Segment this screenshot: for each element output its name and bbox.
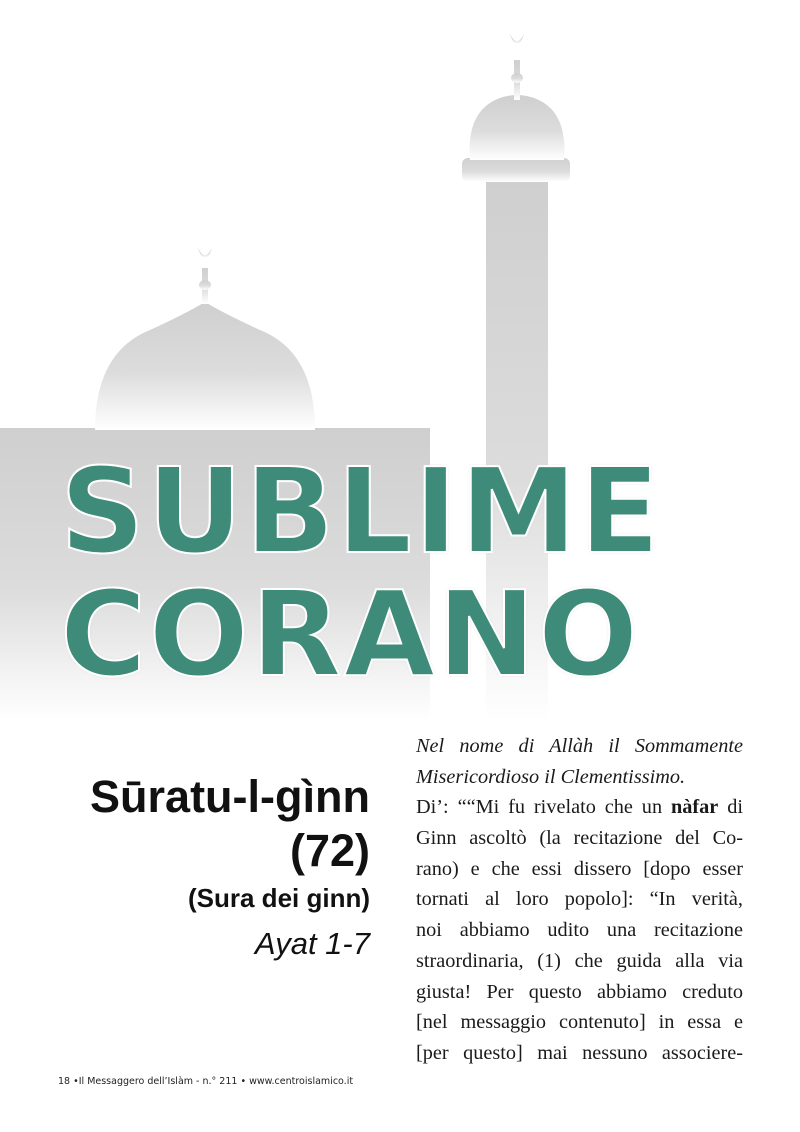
body-line-8: [nel messaggio contenuto] in essa e bbox=[416, 1011, 743, 1034]
body-line-4: tornati al loro popolo]: “In verità, bbox=[416, 888, 743, 911]
body-line-3: rano) e che essi dissero [dopo esser bbox=[416, 857, 743, 880]
body-line-2: Ginn ascoltò (la recitazione del Co- bbox=[416, 827, 743, 850]
invocation-line-1: Nel nome di Allàh il Sommamente bbox=[416, 735, 743, 757]
body-line-5: noi abbiamo udito una recitazione bbox=[416, 919, 743, 942]
body-line-1-end: di bbox=[718, 796, 743, 819]
magazine-section-title-line-2: CORANO bbox=[60, 565, 641, 703]
body-line-9: [per questo] mai nessuno associere- bbox=[416, 1041, 743, 1064]
page-number: 18 bbox=[58, 1076, 71, 1087]
invocation-line-2: Misericordioso il Clementissimo. bbox=[416, 765, 686, 788]
website-link[interactable]: www.centroislamico.it bbox=[249, 1076, 354, 1087]
sura-number: (72) bbox=[289, 825, 370, 876]
body-line-6: straordinaria, (1) che guida alla via bbox=[416, 949, 743, 972]
body-line-7: giusta! Per questo abbiamo creduto bbox=[416, 980, 743, 1003]
sura-ayat-range: Ayat 1-7 bbox=[254, 926, 370, 961]
sura-subtitle: (Sura dei ginn) bbox=[188, 883, 370, 913]
nafar-term: nàfar bbox=[670, 796, 719, 819]
sura-name: Sūratu-l-gìnn bbox=[90, 771, 370, 822]
magazine-section-title-line-1: SUBLIME bbox=[60, 442, 662, 580]
publication-name: •Il Messaggero dell’Islàm - n.° 211 • bbox=[73, 1076, 247, 1087]
sura-heading bbox=[10, 770, 370, 964]
page-footer bbox=[58, 1076, 353, 1087]
verse-translation-text bbox=[416, 731, 743, 1069]
body-line-1-start: Di’: ““Mi fu rivelato che un bbox=[416, 796, 671, 819]
body-line-1 bbox=[416, 792, 743, 823]
